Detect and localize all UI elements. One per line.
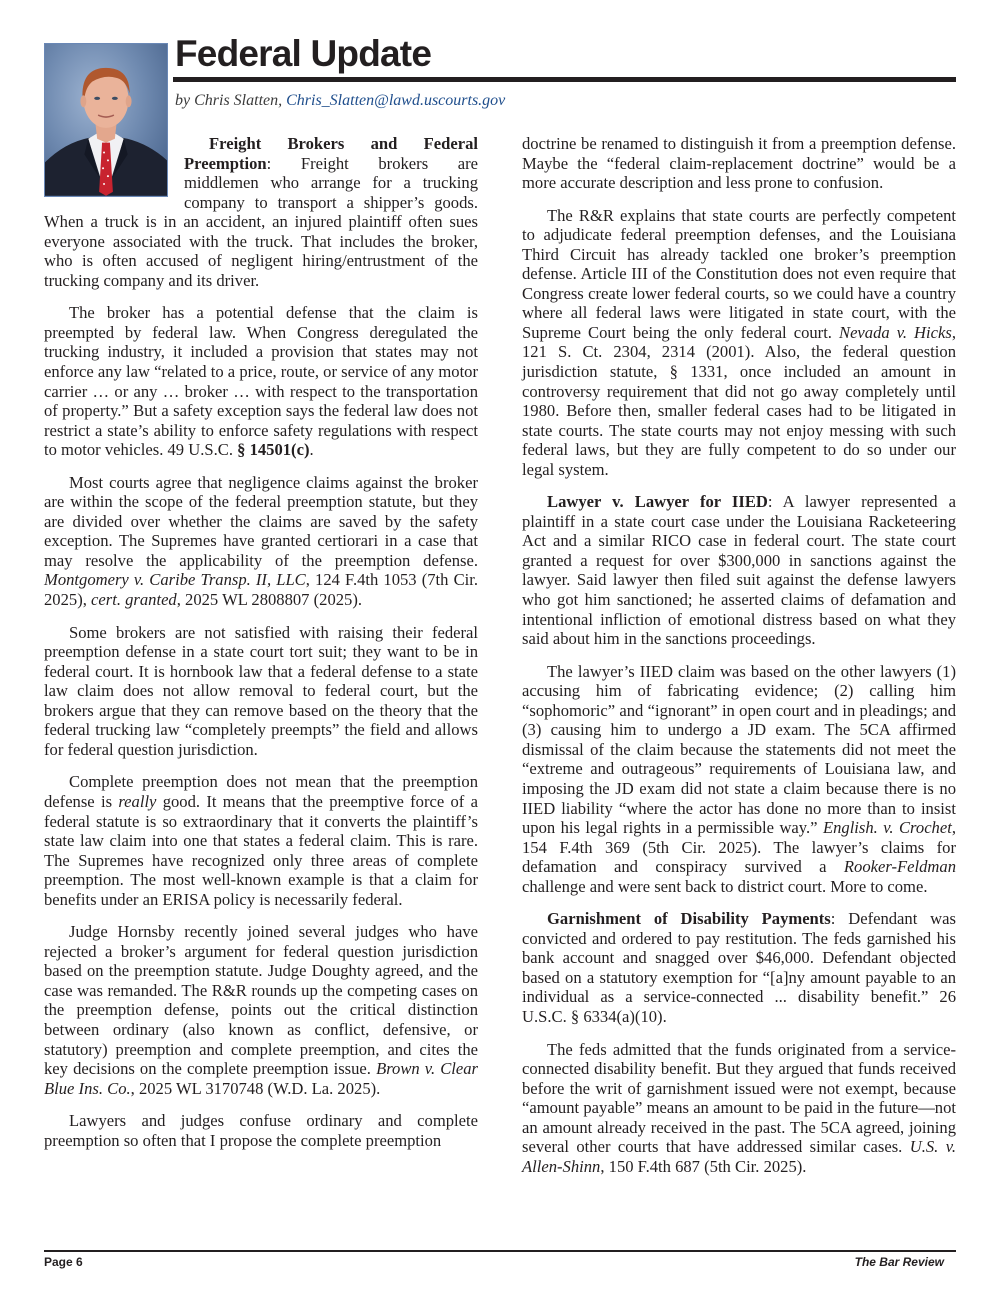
paragraph-freight-brokers: Freight Brokers and Federal Preemption: Freight brokers are middlemen who arrange for a trucking company to transport a shipper’s goods. When a truck is in an accident, an injured plaintiff often sues everyone associated with the truck. That includes the broker, who is often accused of negligent hiring/entrustment of the trucking company and its driver. — [44, 134, 478, 290]
page-number: Page 6 — [44, 1255, 83, 1269]
paragraph-lawyers-confuse: Lawyers and judges confuse ordinary and complete preemption so often that I propose the complete preemption — [44, 1111, 478, 1150]
paragraph-judge-hornsby: Judge Hornsby recently joined several judges who have rejected a broker’s argument for federal question jurisdiction based on the preemption statute. Judge Doughty agreed, and the case was remanded. The R&R rounds up the competing cases on the preemption defense, points out the critical distinction between ordinary (also known as conflict, defensive, or statutory) preemption and complete preemption, and cites the key decisions on the complete preemption issue. Brown v. Clear Blue Ins. Co., 2025 WL 3170748 (W.D. La. 2025). — [44, 922, 478, 1098]
byline-author: by Chris Slatten, — [175, 92, 287, 109]
section-heading-freight-brokers: Freight Brokers and Federal Preemption — [184, 134, 478, 173]
section-heading-garnishment: Garnishment of Disability Payments — [547, 909, 831, 929]
statute-citation: § 14501(c) — [237, 440, 310, 460]
paragraph-rr-explains: The R&R explains that state courts are perfectly competent to adjudicate federal preemption defenses, and the Louisiana Third Circuit has already tackled one broker’s preemption defense. Article III of the Constitution does not even require that Congress create lower federal courts, so we could have a country where all federal laws were litigated in state court, with the Supreme Court being the only federal court. Nevada v. Hicks, 121 S. Ct. 2304, 2314 (2001). Also, the federal question jurisdiction statute, § 1331, once included an amount in controversy requirement that did not go away completely until 1980. Before then, smaller federal cases had to be litigated in state courts. The state courts may not enjoy messing with such federal laws, but they are fully competent to do so under our legal system. — [522, 205, 956, 479]
right-column — [522, 134, 956, 1176]
title-divider — [173, 77, 956, 82]
section-heading-iied: Lawyer v. Lawyer for IIED — [547, 492, 768, 512]
case-name: Brown v. Clear Blue Ins. Co. — [44, 1059, 478, 1098]
footer-divider — [44, 1250, 956, 1252]
photo-wrap-spacer — [44, 134, 184, 212]
paragraph-broker-defense: The broker has a potential defense that the claim is preempted by federal law. When Congress deregulated the trucking industry, it included a provision that states may not enforce any law “related to a price, route, or service of any motor carrier … or any … broker … with respect to the transportation of property.” But a safety exception says the federal law does not restrict a state’s ability to enforce safety regulations with respect to motor vehicles. 49 U.S.C. § 14501(c). — [44, 303, 478, 460]
paragraph-removal: Some brokers are not satisfied with raising their federal preemption defense in a state court tort suit; they want to be in federal court. It is hornbook law that a federal defense to a state law claim does not allow removal to federal court, but the brokers argue that they can remove based on the theory that the federal trucking law “completely preempts” the field and allows for federal question jurisdiction. — [44, 622, 478, 759]
case-name: Nevada v. Hicks — [839, 322, 952, 342]
paragraph-courts-agree: Most courts agree that negligence claims against the broker are within the scope of the federal preemption statute, but they are divided over whether the claims are saved by the safety exception. The Supremes have granted certiorari in a case that may resolve the applicability of the preemption defense. Montgomery v. Caribe Transp. II, LLC, 124 F.4th 1053 (7th Cir. 2025), cert. granted, 2025 WL 2808807 (2025). — [44, 472, 479, 610]
case-name: U.S. v. Allen-Shinn — [522, 1137, 956, 1176]
left-column — [44, 134, 478, 1150]
paragraph-iied-claim: The lawyer’s IIED claim was based on the other lawyers (1) accusing him of fabricating evidence; (2) calling him “sophomoric” and “ignorant” in open court and in pleadings; and (3) causing him to undergo a JD exam. The 5CA affirmed dismissal of the claim because the statements did not meet the “extreme and outrageous” requirements of Louisiana law, and imposing the JD exam did not state a claim because there is no IIED liability “where the actor has done no more than to insist upon his legal rights in a permissible way.” English. v. Crochet, 154 F.4th 369 (5th Cir. 2025). The lawyer’s claims for defamation and conspiracy survived a Rooker-Feldman challenge and were sent back to district court. More to come. — [522, 661, 956, 896]
publication-name: The Bar Review — [854, 1255, 944, 1269]
case-name: English. v. Crochet — [822, 818, 952, 838]
author-email-link[interactable]: Chris_Slatten@lawd.uscourts.gov — [286, 92, 506, 109]
page-title: Federal Update — [175, 33, 432, 74]
paragraph-lawyer-v-lawyer: Lawyer v. Lawyer for IIED: A lawyer represented a plaintiff in a state court case under the Louisiana Racketeering Act and a similar RICO case in federal court. The state court granted a request for over $300,000 in sanctions against the lawyer. Said lawyer then filed suit against the defense lawyers who got him sanctioned; he asserted claims of defamation and intentional infliction of emotional distress based on what they said about him in the sanctions proceedings. — [522, 492, 956, 649]
paragraph-continued-doctrine: doctrine be renamed to distinguish it from a preemption defense. Maybe the “federal claim-replacement doctrine” would be a more accurate description and less prone to confusion. — [522, 134, 956, 193]
paragraph-complete-preemption: Complete preemption does not mean that the preemption defense is really good. It means that the preemptive force of a federal statute is so extraordinary that it converts the plaintiff’s state law claim into one that states a federal claim. This is rare. The Supremes have recognized only three areas of complete preemption. The most well-known example is that a claim for benefits under an ERISA policy is necessarily federal. — [44, 772, 478, 909]
case-name: Montgomery v. Caribe Transp. II, LLC — [44, 570, 306, 590]
paragraph-garnishment: Garnishment of Disability Payments: Defendant was convicted and ordered to pay restitution. The feds garnished his bank account and snagged over $46,000. Defendant objected based on a statutory exemption for “[a]ny amount payable to an individual as a service-connected ... disability benefit.” 26 U.S.C. § 6334(a)(10). — [522, 909, 956, 1026]
paragraph-feds-admitted: The feds admitted that the funds originated from a service-connected disability benefit. But they argued that funds received before the writ of garnishment issued were not exempt, because “amount payable” means an amount to be paid in the future—not an amount already received in the past. The 5CA agreed, joining several other courts that have addressed similar cases. U.S. v. Allen-Shinn, 150 F.4th 687 (5th Cir. 2025). — [522, 1039, 956, 1176]
byline — [175, 90, 505, 112]
